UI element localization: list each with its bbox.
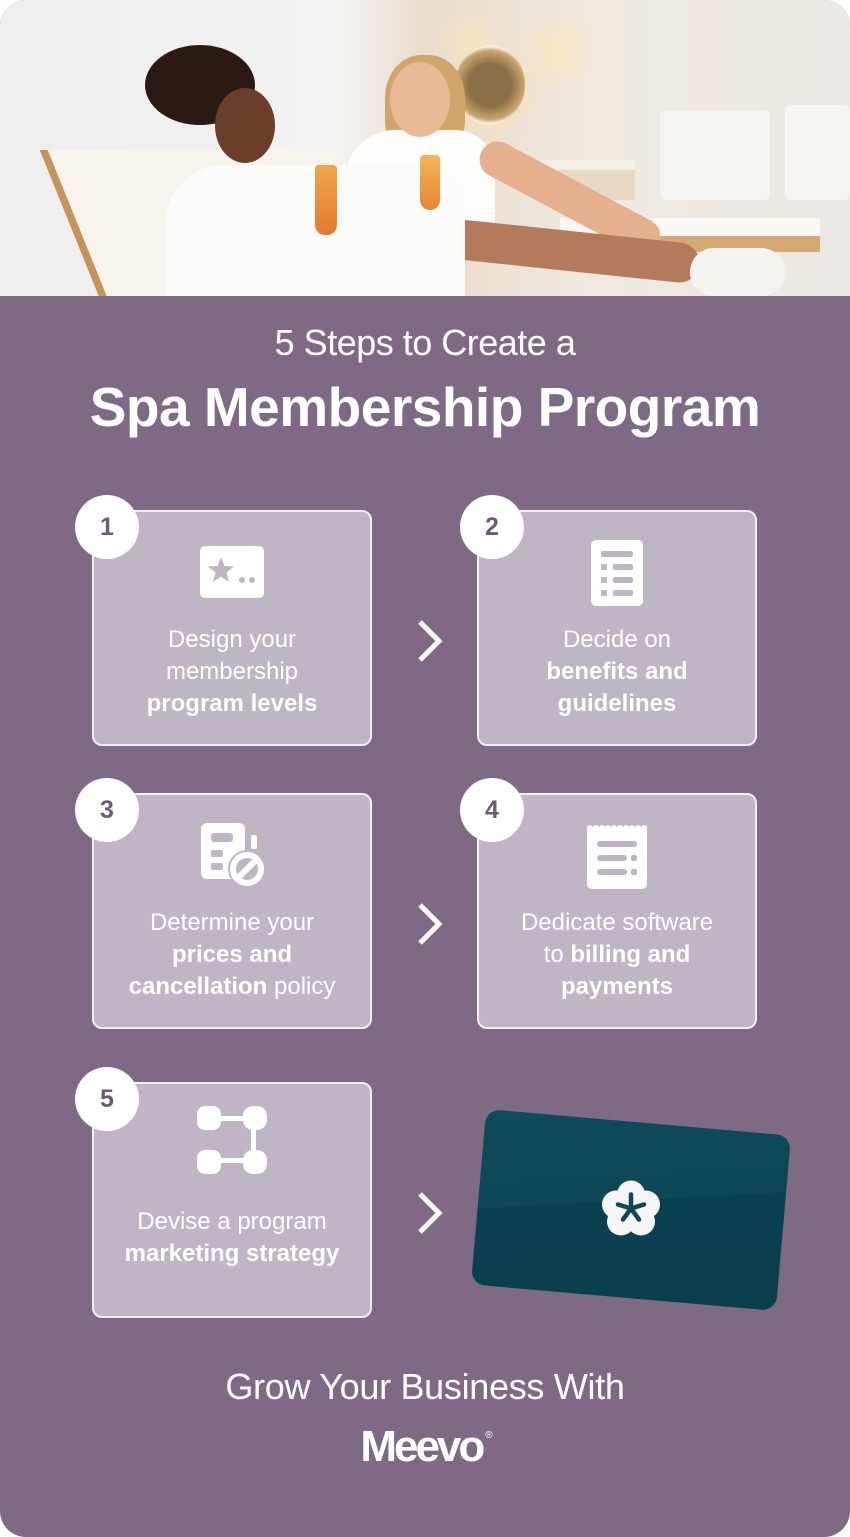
- footer-tagline: Grow Your Business With: [225, 1366, 625, 1407]
- chevron-right-icon: [415, 1191, 445, 1235]
- meevo-logo: [0, 1422, 850, 1472]
- step-card-1: [92, 510, 372, 746]
- receipt-icon: [587, 823, 647, 894]
- flower-asterisk-icon: [601, 1179, 661, 1242]
- step-number-badge: 5: [75, 1067, 139, 1131]
- checklist-document-icon: [591, 540, 643, 611]
- rolled-towel: [690, 248, 785, 296]
- chevron-right-icon: [415, 902, 445, 946]
- step-card-2: [477, 510, 757, 746]
- membership-card-graphic: [471, 1109, 791, 1311]
- title-subtitle: 5 Steps to Create a: [274, 322, 576, 363]
- step-number-badge: 1: [75, 495, 139, 559]
- step-text: Design your membership program levels: [146, 626, 318, 717]
- workflow-nodes-icon: [197, 1106, 267, 1179]
- step-card-3: [92, 793, 372, 1029]
- cocktail-glass: [315, 165, 337, 235]
- step-text: Determine your prices and cancellation policy: [128, 909, 336, 1000]
- step-text: Decide on benefits and guidelines: [546, 626, 688, 717]
- cocktail-glass: [420, 155, 440, 210]
- woman-head: [215, 88, 275, 163]
- hero-photo: [0, 0, 850, 296]
- step-text: Dedicate software to billing and payments: [520, 909, 714, 1000]
- step-card-4: [477, 793, 757, 1029]
- registered-mark: ®: [485, 1430, 493, 1441]
- step-number-badge: 4: [460, 778, 524, 842]
- step-card-5: [92, 1082, 372, 1318]
- step-text: Devise a program marketing strategy: [124, 1208, 340, 1267]
- background-lounger: [785, 105, 850, 200]
- step-number-badge: 3: [75, 778, 139, 842]
- woman-head: [390, 62, 450, 137]
- logo-text: Meevo: [360, 1422, 483, 1471]
- membership-card-star-icon: [200, 546, 264, 603]
- chevron-right-icon: [415, 619, 445, 663]
- background-lounger: [660, 110, 770, 200]
- step-number-badge: 2: [460, 495, 524, 559]
- page-title: Spa Membership Program: [89, 376, 761, 438]
- round-mirror: [455, 45, 525, 125]
- document-cancel-icon: [197, 823, 267, 894]
